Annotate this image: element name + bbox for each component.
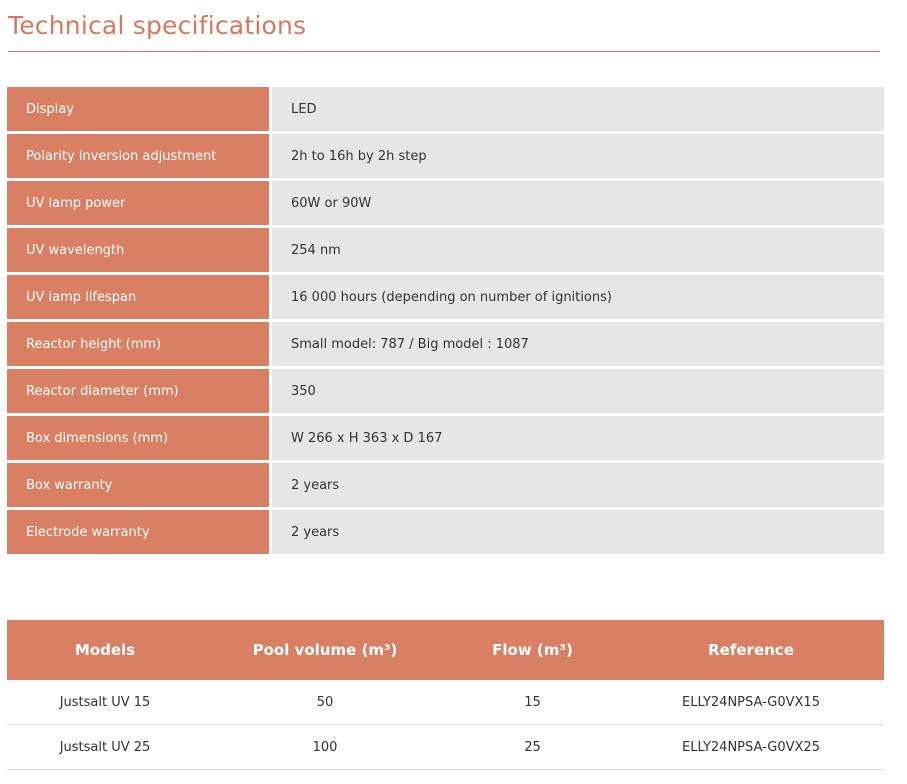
spec-row-reactor-diameter [7, 369, 884, 413]
model-name: Justsalt UV 25 [59, 739, 151, 755]
spec-value: W 266 x H 363 x D 167 [272, 416, 884, 460]
spec-row-electrode-warranty [7, 510, 884, 554]
column-header-models: Models [74, 641, 136, 659]
spec-value: 60W or 90W [272, 181, 884, 225]
spec-label: Box warranty [7, 463, 269, 507]
models-table-header [7, 620, 884, 680]
spec-row-reactor-height [7, 322, 884, 366]
spec-value: 254 nm [272, 228, 884, 272]
spec-label: UV wavelength [7, 228, 269, 272]
reference: ELLY24NPSA-G0VX25 [682, 739, 820, 755]
column-header-reference: Reference [708, 641, 794, 659]
column-header-pool-volume: Pool volume (m³) [252, 641, 398, 659]
reference: ELLY24NPSA-G0VX15 [682, 694, 820, 710]
spec-row-box-warranty [7, 463, 884, 507]
table-row [7, 725, 884, 770]
specs-table [7, 87, 884, 557]
spec-label: UV lamp power [7, 181, 269, 225]
spec-label: Display [7, 87, 269, 131]
spec-row-uv-power [7, 181, 884, 225]
spec-label: Reactor diameter (mm) [7, 369, 269, 413]
spec-value: LED [272, 87, 884, 131]
spec-label: UV lamp lifespan [7, 275, 269, 319]
spec-row-display [7, 87, 884, 131]
page-title: Technical specifications [8, 11, 307, 40]
spec-label: Reactor height (mm) [7, 322, 269, 366]
title-divider [8, 51, 880, 52]
spec-value: 2h to 16h by 2h step [272, 134, 884, 178]
spec-row-polarity [7, 134, 884, 178]
spec-value: 2 years [272, 510, 884, 554]
pool-volume: 50 [316, 694, 334, 710]
spec-label: Polarity inversion adjustment [7, 134, 269, 178]
models-table [7, 620, 884, 770]
spec-label: Electrode warranty [7, 510, 269, 554]
column-header-flow: Flow (m³) [492, 641, 573, 659]
spec-value: 350 [272, 369, 884, 413]
model-name: Justsalt UV 15 [59, 694, 151, 710]
spec-label: Box dimensions (mm) [7, 416, 269, 460]
spec-row-uv-lifespan [7, 275, 884, 319]
spec-value: 16 000 hours (depending on number of ignitions) [272, 275, 884, 319]
spec-value: Small model: 787 / Big model : 1087 [272, 322, 884, 366]
flow: 25 [524, 739, 541, 755]
pool-volume: 100 [312, 739, 338, 755]
spec-row-box-dimensions [7, 416, 884, 460]
flow: 15 [524, 694, 541, 710]
spec-value: 2 years [272, 463, 884, 507]
table-row [7, 680, 884, 725]
spec-row-uv-wavelength [7, 228, 884, 272]
